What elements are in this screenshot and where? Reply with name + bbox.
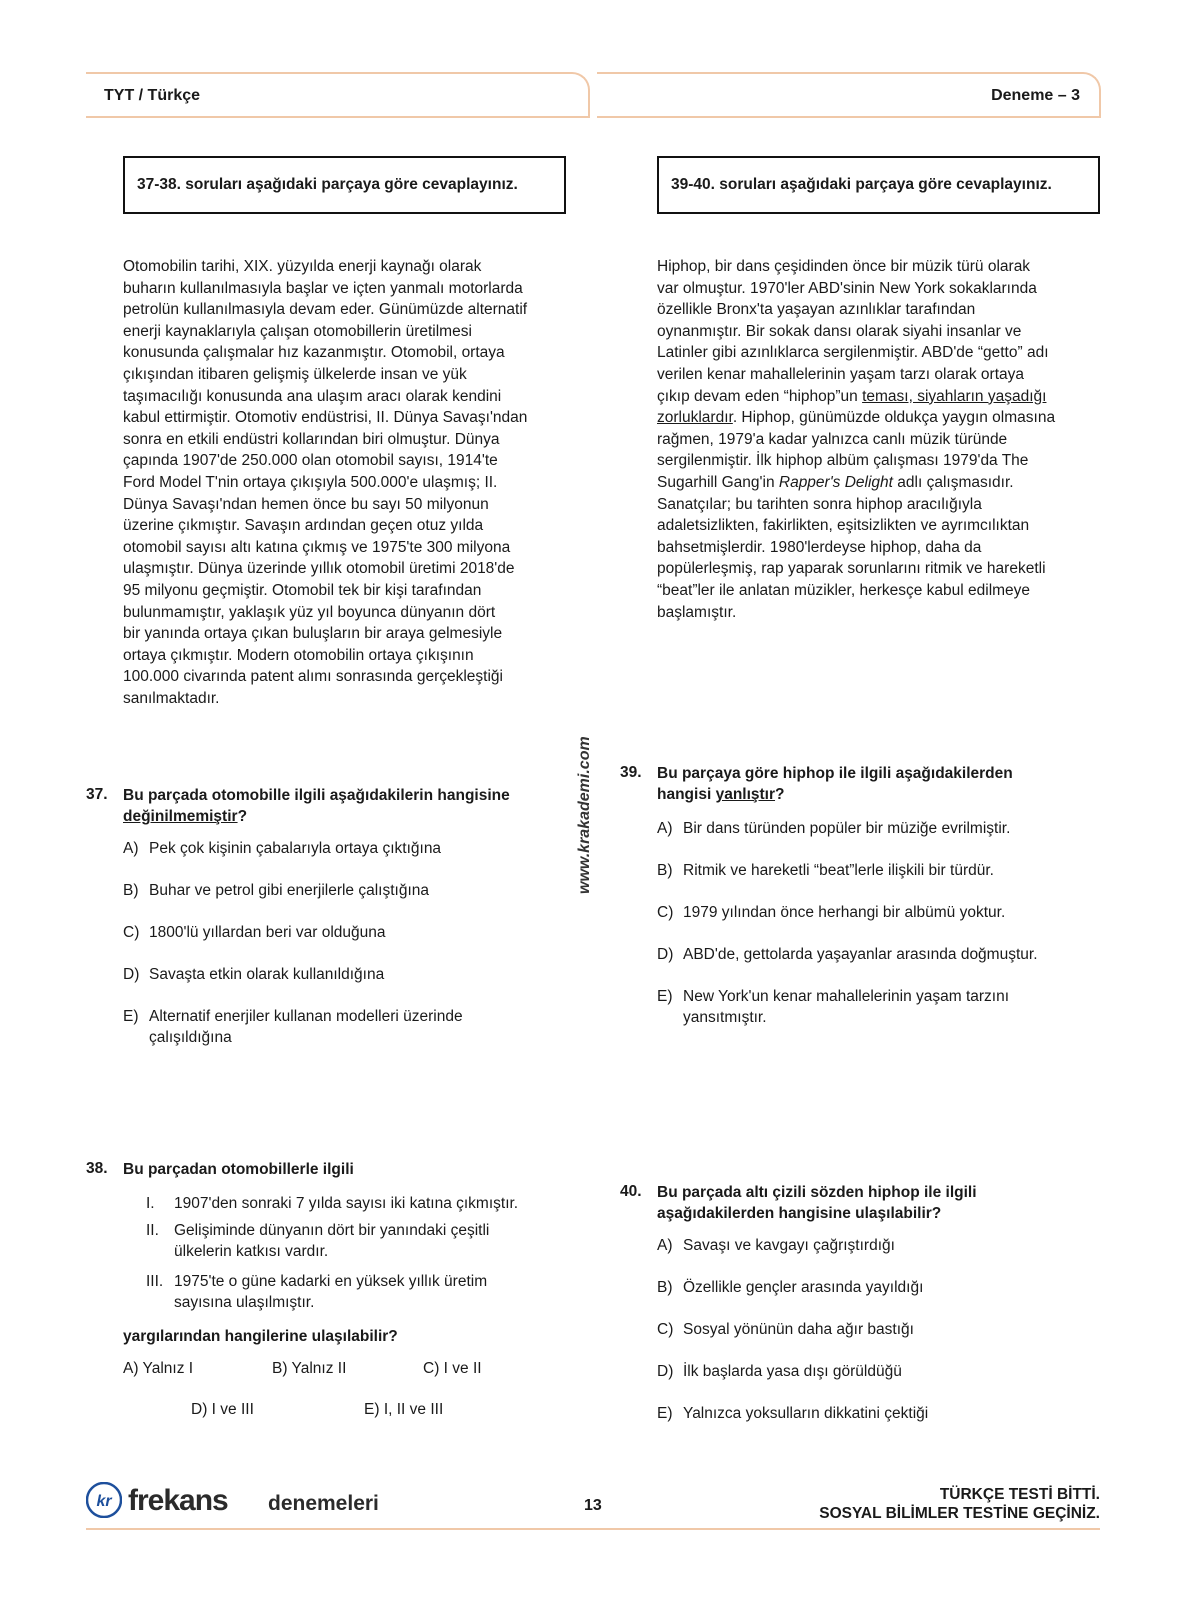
q38-option-a[interactable]: A) Yalnız I — [123, 1360, 194, 1377]
q38-option-b[interactable]: B) Yalnız II — [272, 1360, 347, 1377]
header-rule-right — [597, 116, 1101, 118]
q39-option-e[interactable]: E) New York'un kenar mahallelerinin yaşam tarzını yansıtmıştır. — [657, 988, 1010, 1026]
passage-left-line: bulunmamıştır, yaklaşık yüz yıl boyunca dünyanın dört — [123, 603, 496, 621]
passage-left-line: otomobil sayısı altı katına çıkmış ve 1975'te 300 milyona — [123, 538, 511, 556]
q38-stem: Bu parçadan otomobillerle ilgili — [123, 1161, 354, 1178]
passage-left-line: buharın kullanılmasıyla başlar ve içten yanmalı motorlarda — [123, 279, 523, 297]
header-left-title: TYT / Türkçe — [104, 87, 201, 104]
q39-stem: Bu parçaya göre hiphop ile ilgili aşağıdakilerden hangisi yanlıştır? — [657, 765, 1013, 803]
passage-left-line: 100.000 civarında patent alımı sonrasında gerçekleştiği — [123, 668, 503, 686]
q37-option-e[interactable]: E) Alternatif enerjiler kullanan modelleri üzerinde çalışıldığına — [123, 1008, 463, 1046]
q39-underlined-word: yanlıştır — [715, 786, 776, 803]
passage-right-line-11: Sugarhill Gang'in Rapper's Delight adlı çalışmasıdır. — [657, 473, 1014, 491]
q39-option-d[interactable]: D) ABD'de, gettolarda yaşayanlar arasında doğmuştur. — [657, 946, 1038, 963]
q37-number: 37. — [86, 786, 108, 803]
passage-left-line: sonra en etkili endüstri kollarından biri olmuştur. Dünya — [123, 430, 500, 448]
q37-underlined-word: değinilmemiştir — [123, 808, 238, 825]
passage-left-line: Dünya Savaşı'ndan hemen önce bu sayı 50 milyonun — [123, 495, 489, 513]
passage-right-line: var olmuştur. 1970'ler ABD'sinin New York sokaklarında — [657, 279, 1037, 297]
q40-option-d[interactable]: D) İlk başlarda yasa dışı görüldüğü — [657, 1363, 902, 1380]
passage-left-line: kabul ettirmiştir. Otomotiv endüstrisi, II. Dünya Savaşı'ndan — [123, 409, 528, 427]
q39-option-b[interactable]: B) Ritmik ve hareketli “beat”lerle ilişkili bir türdür. — [657, 862, 994, 879]
passage-right-line: özellikle Bronx'ta yaşayan azınlıklar tarafından — [657, 301, 976, 319]
passage-right-line: popülerleşmiş, rap yaparak sorunlarını ritmik ve hareketli — [657, 560, 1046, 578]
passage-right-line: sergilenmiştir. İlk hiphop albüm çalışması 1979'da The — [657, 452, 1029, 470]
logo-brand: frekans — [128, 1484, 228, 1517]
passage-left-line: ortaya çıkmıştır. Modern otomobilin ortaya çıkışının — [123, 646, 474, 664]
q40-option-c[interactable]: C) Sosyal yönünün daha ağır bastığı — [657, 1321, 914, 1338]
passage-right-line-7: çıkıp devam eden “hiphop”un teması, siyahların yaşadığı — [657, 387, 1047, 405]
q37-stem: Bu parçada otomobille ilgili aşağıdakilerin hangisine değinilmemiştir? — [123, 787, 510, 825]
passage-left-line: çıkışından itibaren gelişmiş ülkelerde insan ve yük — [123, 365, 467, 383]
passage-right-line: adaletsizlikten, fakirlikten, eşitsizlikten ve ayrımcılıktan — [657, 517, 1030, 535]
footer-rule — [86, 1528, 1100, 1530]
page-number: 13 — [584, 1497, 602, 1514]
passage-left-line: petrolün kullanılmasıyla devam eder. Günümüzde alternatif — [123, 301, 528, 319]
passage-right-line: “beat”ler ile anlatan müzikler, herkesçe kabul edilmeye — [657, 581, 1031, 599]
end-notice-line-1: TÜRKÇE TESTİ BİTTİ. — [939, 1486, 1100, 1503]
instruction-box-left: 37-38. soruları aşağıdaki parçaya göre cevaplayınız. — [123, 156, 566, 214]
q39-option-a[interactable]: A) Bir dans türünden popüler bir müziğe evrilmiştir. — [657, 820, 1011, 837]
passage-right-line: bahsetmişlerdir. 1980'lerdeyse hiphop, daha da — [657, 538, 982, 556]
passage-left-line: sanılmaktadır. — [123, 689, 220, 707]
passage-left-line: çapında 1907'de 250.000 olan otomobil sayısı, 1914'te — [123, 452, 498, 470]
q40-option-b[interactable]: B) Özellikle gençler arasında yayıldığı — [657, 1279, 924, 1296]
q39-number: 39. — [620, 764, 642, 781]
passage-left-line: Otomobilin tarihi, XIX. yüzyılda enerji kaynağı olarak — [123, 258, 482, 275]
q40-option-a[interactable]: A) Savaşı ve kavgayı çağrıştırdığı — [657, 1237, 895, 1254]
passage-left-line: ulaşmıştır. Dünya üzerinde yıllık otomobil üretimi 2018'de — [123, 560, 515, 578]
passage-right-line: Sanatçılar; bu tarihten sonra hiphop aracılığıyla — [657, 495, 982, 513]
passage-right — [657, 256, 1055, 623]
underlined-phrase-part2: zorluklardır — [657, 409, 733, 427]
watermark-url: www.krakademi.com — [576, 736, 593, 894]
passage-left-line: enerji kaynaklarıyla çalışan otomobillerin üretilmesi — [123, 322, 472, 340]
passage-left-line: üzerine çıkmıştır. Savaşın ardından geçen otuz yılda — [123, 517, 484, 535]
end-notice-line-2: SOSYAL BİLİMLER TESTİNE GEÇİNİZ. — [819, 1505, 1100, 1522]
q37-option-d[interactable]: D) Savaşta etkin olarak kullanıldığına — [123, 966, 385, 983]
passage-right-line: Hiphop, bir dans çeşidinden önce bir müzik türü olarak — [657, 258, 1031, 275]
underlined-phrase-part1: teması, siyahların yaşadığı — [862, 387, 1047, 405]
album-title: Rapper's Delight — [778, 473, 893, 491]
q38-number: 38. — [86, 1160, 108, 1177]
q38-question: yargılarından hangilerine ulaşılabilir? — [123, 1328, 398, 1345]
q38-statement-3: III. 1975'te o güne kadarki en yüksek yıllık üretim sayısına ulaşılmıştır. — [146, 1273, 488, 1311]
logo-icon — [86, 1482, 122, 1518]
q38-option-c[interactable]: C) I ve II — [423, 1360, 482, 1377]
passage-left-line: Ford Model T'nin ortaya çıkışıyla 500.000'e ulaşmış; II. — [123, 473, 498, 491]
passage-left-line: 95 milyonu geçmiştir. Otomobil tek bir kişi tarafından — [123, 581, 482, 599]
passage-right-line: oynanmıştır. Bir sokak dansı olarak siyahi insanlar ve — [657, 322, 1022, 340]
passage-left-line: taşımacılığı konusunda ana ulaşım aracı olarak kendini — [123, 387, 502, 405]
q39-option-c[interactable]: C) 1979 yılından önce herhangi bir albümü yoktur. — [657, 904, 1006, 921]
q38-statement-2: II. Gelişiminde dünyanın dört bir yanındaki çeşitli ülkelerin katkısı vardır. — [146, 1222, 490, 1260]
header-right-title: Deneme – 3 — [991, 87, 1080, 104]
passage-right-line: başlamıştır. — [657, 603, 737, 621]
passage-right-line: verilen kenar mahallelerinin yaşam tarzı olarak ortaya — [657, 365, 1024, 383]
passage-right-line: rağmen, 1979'a kadar yalnızca canlı müzik türünde — [657, 430, 1008, 448]
passage-left — [123, 256, 527, 709]
passage-left-line: konusunda çalışmalar hız kazanmıştır. Otomobil, ortaya — [123, 344, 505, 362]
passage-left-line: bir yanında ortaya çıkan buluşların bir araya gelmesiyle — [123, 625, 503, 643]
q38-option-d[interactable]: D) I ve III — [191, 1401, 254, 1418]
q37-option-b[interactable]: B) Buhar ve petrol gibi enerjilerle çalıştığına — [123, 882, 430, 899]
logo-initials: kr — [96, 1493, 112, 1510]
passage-right-line-8: zorluklardır. Hiphop, günümüzde oldukça yaygın olmasına — [657, 409, 1056, 427]
q37-option-a[interactable]: A) Pek çok kişinin çabalarıyla ortaya çıktığına — [123, 840, 442, 857]
instruction-box-right: 39-40. soruları aşağıdaki parçaya göre cevaplayınız. — [657, 156, 1100, 214]
logo-subtitle: denemeleri — [268, 1492, 379, 1515]
q38-statement-1: I. 1907'den sonraki 7 yılda sayısı iki katına çıkmıştır. — [146, 1195, 519, 1212]
q40-stem: Bu parçada altı çizili sözden hiphop ile ilgili aşağıdakilerden hangisine ulaşılabilir? — [657, 1184, 977, 1222]
header-rule-left — [86, 116, 590, 118]
q40-number: 40. — [620, 1183, 642, 1200]
q37-option-c[interactable]: C) 1800'lü yıllardan beri var olduğuna — [123, 924, 386, 941]
q38-option-e[interactable]: E) I, II ve III — [364, 1401, 444, 1418]
passage-right-line: Latinler gibi azınlıklarca sergilenmiştir. ABD'de “getto” adı — [657, 344, 1049, 362]
q40-option-e[interactable]: E) Yalnızca yoksulların dikkatini çektiği — [657, 1405, 929, 1422]
